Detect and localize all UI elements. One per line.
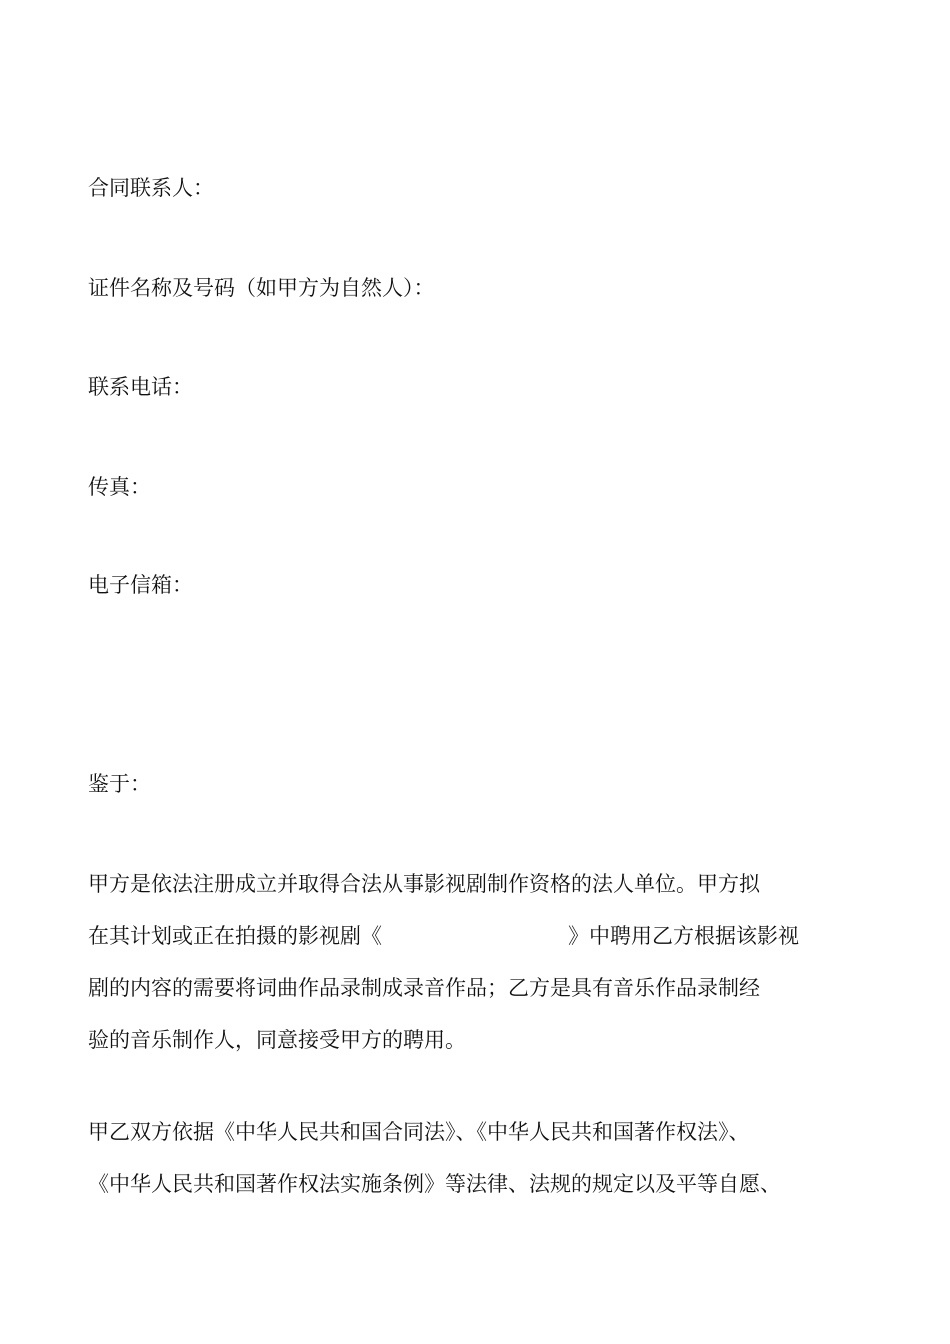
id-document-label: 证件名称及号码（如甲方为自然人）： bbox=[88, 276, 435, 300]
email-label: 电子信箱： bbox=[88, 573, 193, 597]
whereas-paragraph-1 bbox=[88, 869, 888, 1077]
contact-person-label: 合同联系人： bbox=[88, 176, 214, 200]
paragraph-2-line-1: 甲乙双方依据《中华人民共和国合同法》、《中华人民共和国著作权法》、 bbox=[88, 1120, 750, 1144]
paragraph-1-line-2 bbox=[88, 921, 888, 973]
paragraph-1-line-2-before: 在其计划或正在拍摄的影视剧《 bbox=[88, 924, 382, 948]
whereas-paragraph-2 bbox=[88, 1117, 888, 1221]
paragraph-1-line-3: 剧的内容的需要将词曲作品录制成录音作品；乙方是具有音乐作品录制经 bbox=[88, 976, 760, 1000]
paragraph-1-line-4: 验的音乐制作人，同意接受甲方的聘用。 bbox=[88, 1028, 466, 1052]
whereas-heading: 鉴于： bbox=[88, 772, 151, 796]
phone-label: 联系电话： bbox=[88, 375, 193, 399]
paragraph-1-line-1: 甲方是依法注册成立并取得合法从事影视剧制作资格的法人单位。甲方拟 bbox=[88, 872, 760, 896]
paragraph-2-line-2: 《中华人民共和国著作权法实施条例》等法律、法规的规定以及平等自愿、 bbox=[88, 1172, 781, 1196]
fax-label: 传真： bbox=[88, 475, 151, 499]
paragraph-1-line-2-after: 》中聘用乙方根据该影视 bbox=[568, 924, 799, 948]
